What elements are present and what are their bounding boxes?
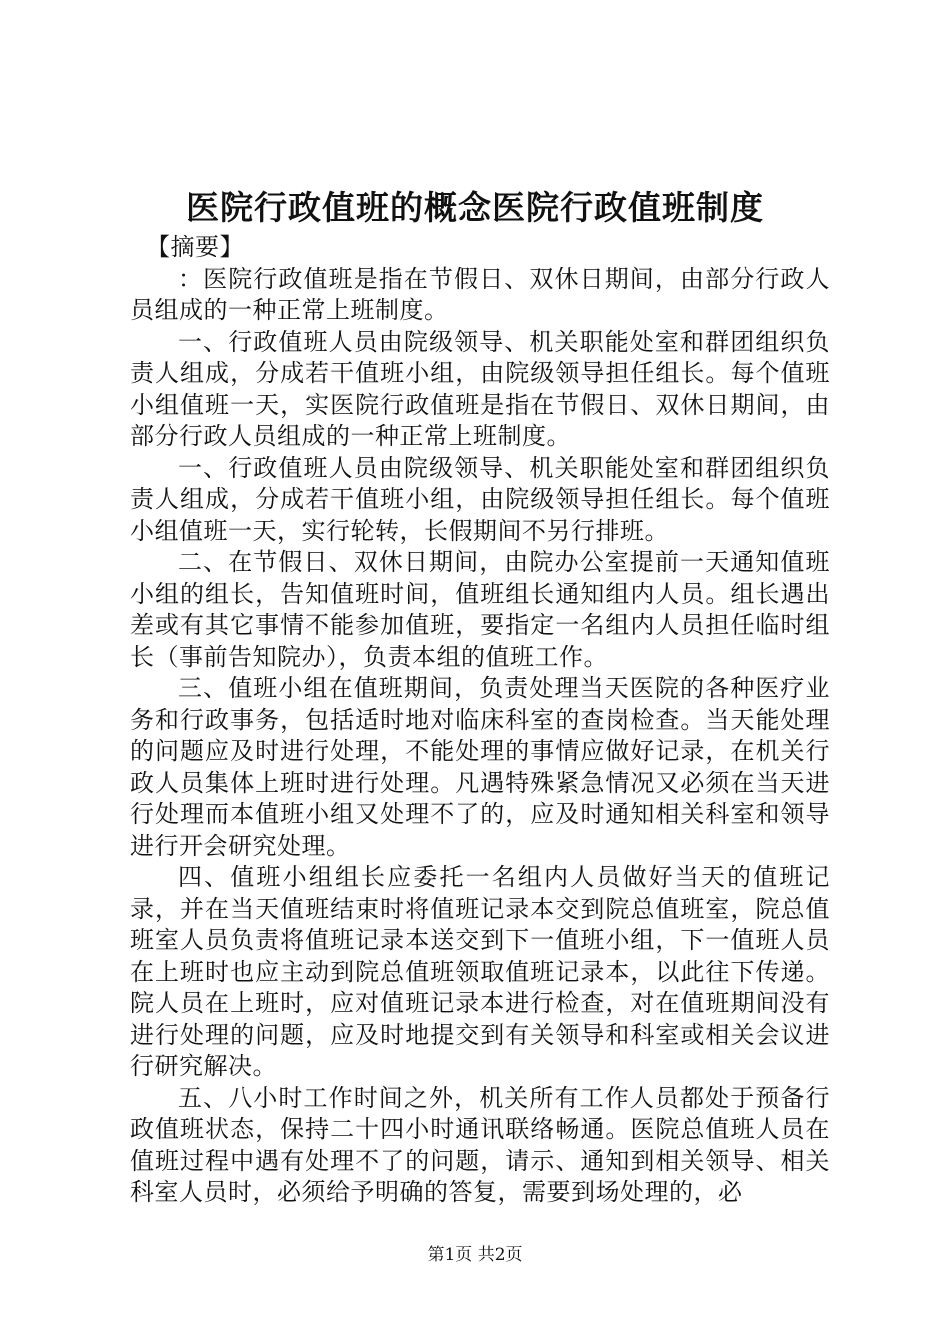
paragraph-1b: 一、行政值班人员由院级领导、机关职能处室和群团组织负责人组成，分成若干值班小组，由院级领导担任组长。每个值班小组值班一天，实行轮转，长假期间不另行排班。 <box>130 453 830 545</box>
document-body <box>130 232 830 1209</box>
page-footer: 第1页 共2页 <box>427 1245 523 1265</box>
paragraph-5: 五、八小时工作时间之外，机关所有工作人员都处于预备行政值班状态，保持二十四小时通讯联络畅通。医院总值班人员在值班过程中遇有处理不了的问题，请示、通知到相关领导、相关科室人员时，必须给予明确的答复，需要到场处理的，必 <box>130 1083 830 1206</box>
document-title: 医院行政值班的概念医院行政值班制度 <box>186 188 764 227</box>
paragraph-abstract: ：医院行政值班是指在节假日、双休日期间，由部分行政人员组成的一种正常上班制度。 <box>130 264 830 324</box>
paragraph-2: 二、在节假日、双休日期间，由院办公室提前一天通知值班小组的组长，告知值班时间，值班组长通知组内人员。组长遇出差或有其它事情不能参加值班，要指定一名组内人员担任临时组长（事前告知院办），负责本组的值班工作。 <box>130 548 830 671</box>
paragraph-3: 三、值班小组在值班期间，负责处理当天医院的各种医疗业务和行政事务，包括适时地对临床科室的查岗检查。当天能处理的问题应及时进行处理，不能处理的事情应做好记录，在机关行政人员集体上班时进行处理。凡遇特殊紧急情况又必须在当天进行处理而本值班小组又处理不了的，应及时通知相关科室和领导进行开会研究处理。 <box>130 674 830 860</box>
paragraph-4: 四、值班小组组长应委托一名组内人员做好当天的值班记录，并在当天值班结束时将值班记录本交到院总值班室，院总值班室人员负责将值班记录本送交到下一值班小组，下一值班人员在上班时也应主动到院总值班领取值班记录本，以此往下传递。院人员在上班时，应对值班记录本进行检查，对在值班期间没有进行处理的问题，应及时地提交到有关领导和科室或相关会议进行研究解决。 <box>130 863 830 1080</box>
paragraph-1a: 一、行政值班人员由院级领导、机关职能处室和群团组织负责人组成，分成若干值班小组，由院级领导担任组长。每个值班小组值班一天，实医院行政值班是指在节假日、双休日期间，由部分行政人员组成的一种正常上班制度。 <box>130 327 830 450</box>
abstract-label: 【摘要】 <box>146 233 244 261</box>
